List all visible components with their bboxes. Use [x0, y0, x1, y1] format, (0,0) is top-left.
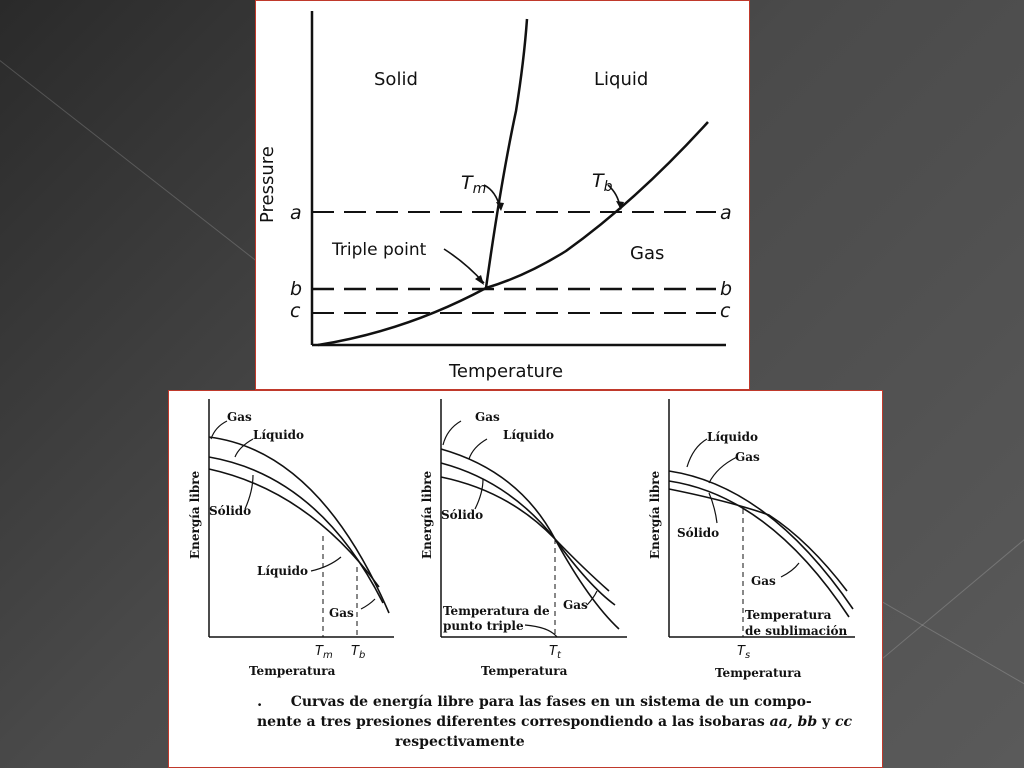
isobar-a-right-label: a: [720, 202, 732, 224]
panel-1: [188, 399, 394, 678]
isobar-b-right-label: b: [720, 278, 733, 300]
label-liquido: Líquido: [503, 428, 555, 442]
figure-caption: [257, 691, 877, 752]
label-gas-cross: Gas: [751, 574, 776, 588]
free-energy-plots: [169, 391, 882, 691]
caption-line-2-italic: aa, bb: [769, 714, 818, 730]
caption-line-1-text: Curvas de energía libre para las fases en un sistema de un compo-: [290, 694, 812, 710]
caption-line-1: [257, 691, 877, 712]
x-axis-label: Temperatura: [715, 666, 802, 680]
label-liquido: Líquido: [707, 430, 759, 444]
note-line-2: punto triple: [443, 619, 524, 633]
region-solid: Solid: [374, 69, 418, 90]
phase-diagram: [256, 1, 749, 389]
x-axis-label: Temperatura: [249, 664, 336, 678]
liquid-curve: [209, 457, 383, 603]
caption-prefix: .: [257, 692, 263, 710]
label-gas-cross: Gas: [563, 598, 588, 612]
triple-point-arrowhead: [475, 275, 484, 285]
label-gas: Gas: [735, 450, 760, 464]
caption-line-2-end: cc: [835, 714, 853, 730]
label-solido: Sólido: [441, 508, 484, 522]
panel-3: [648, 399, 855, 680]
triple-point-label: Triple point: [332, 240, 427, 260]
caption-line-2: [257, 712, 877, 732]
region-gas: Gas: [630, 243, 665, 264]
gas-curve: [669, 481, 849, 617]
ts-tick-label: $T_s$: [737, 644, 751, 661]
liquid-curve: [669, 471, 853, 609]
tt-tick-label: $T_t$: [549, 644, 561, 661]
tm-tick-label: $T_m$: [315, 644, 333, 661]
background-line: [880, 600, 1024, 701]
caption-line-2-text: nente a tres presiones diferentes correspondiendo a las isobaras: [257, 714, 765, 730]
isobar-a-left-label: a: [290, 202, 302, 224]
sublimation-curve: [318, 288, 486, 345]
caption-line-2-mid: y: [822, 714, 831, 730]
panel-2: [420, 399, 627, 678]
region-liquid: Liquid: [594, 69, 649, 90]
caption-line-3-text: respectivamente: [395, 734, 525, 750]
phase-diagram-card: [255, 0, 750, 390]
boiling-curve: [486, 122, 708, 288]
gas-curve: [441, 449, 619, 629]
y-axis-label: Energía libre: [648, 470, 662, 559]
y-axis-label: Pressure: [257, 146, 278, 223]
y-axis-label: Energía libre: [188, 470, 202, 559]
label-gas: Gas: [227, 410, 252, 424]
melting-curve: [486, 19, 527, 288]
label-liquido-cross: Líquido: [257, 564, 309, 578]
x-axis-label: Temperature: [449, 361, 564, 382]
label-liquido: Líquido: [253, 428, 305, 442]
tb-tick-label: $T_b$: [351, 644, 366, 661]
free-energy-card: [168, 390, 883, 768]
note-line-1: Temperatura de: [443, 604, 550, 618]
x-axis-label: Temperatura: [481, 664, 568, 678]
isobar-c-left-label: c: [290, 300, 301, 322]
caption-line-3: [257, 732, 877, 752]
solid-curve: [441, 477, 609, 591]
note-line-2: de sublimación: [745, 624, 848, 638]
note-line-1: Temperatura: [745, 608, 832, 622]
label-gas-cross: Gas: [329, 606, 354, 620]
label-solido: Sólido: [209, 504, 252, 518]
isobar-b-left-label: b: [290, 278, 303, 300]
tm-label: $T_m$: [461, 172, 487, 197]
label-solido: Sólido: [677, 526, 720, 540]
isobar-c-right-label: c: [720, 300, 731, 322]
label-gas: Gas: [475, 410, 500, 424]
tb-label: $T_b$: [592, 170, 613, 195]
y-axis-label: Energía libre: [420, 470, 434, 559]
